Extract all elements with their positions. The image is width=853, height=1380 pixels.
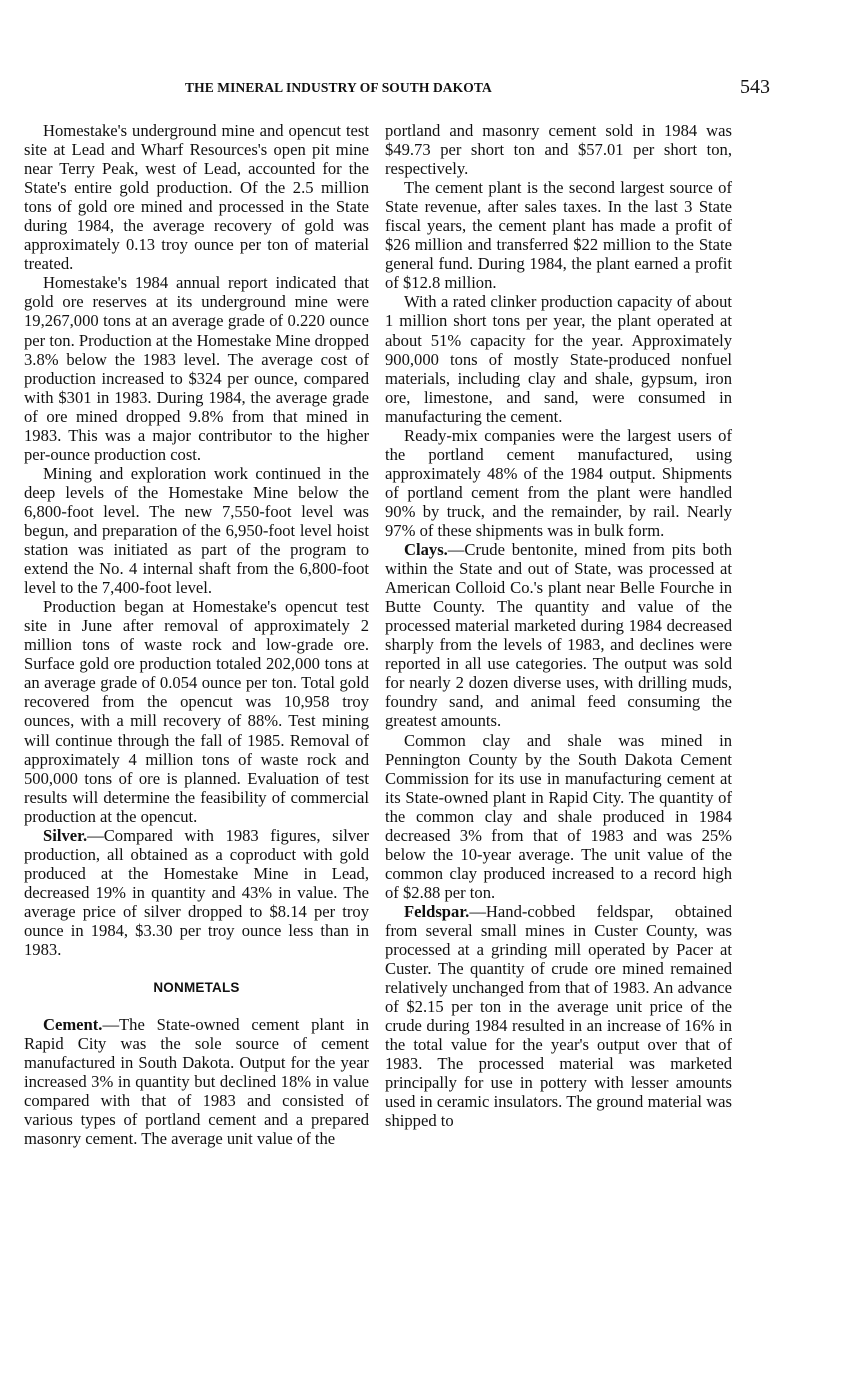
running-header <box>30 78 770 102</box>
paragraph-cement <box>24 1015 369 1148</box>
paragraph-cement-unit-value: portland and masonry cement sold in 1984 was $49.73 per short ton and $57.01 per short ton, respectively. <box>385 121 732 179</box>
page-number: 543 <box>740 76 770 98</box>
right-column <box>385 121 732 1130</box>
clays-heading: Clays. <box>404 540 448 560</box>
paragraph-silver <box>24 826 369 959</box>
section-heading-nonmetals: NONMETALS <box>153 980 240 996</box>
cement-text: —The State-owned cement plant in Rapid City was the sole source of cement manufactured in South Dakota. Output for the year increased 3% in quantity but declined 18% in value compared with that of 1983 and consisted of various types of portland cement and a prepared masonry cement. The average unit value of the <box>24 1015 369 1149</box>
clays-text: —Crude bentonite, mined from pits both within the State and out of State, was processed at American Colloid Co.'s plant near Belle Fourche in Butte County. The quantity and value of the processed material marketed during 1984 decreased sharply from the levels of 1983, and declines were reported in all use categories. The output was sold for nearly 2 dozen diverse uses, with drilling muds, foundry sand, and animal feed consuming the greatest amounts. <box>385 540 732 731</box>
feldspar-heading: Feldspar. <box>404 901 470 921</box>
cement-heading: Cement. <box>43 1015 103 1035</box>
silver-heading: Silver. <box>43 825 88 845</box>
paragraph-ready-mix: Ready-mix companies were the largest users of the portland cement manufactured, using approximately 48% of the 1984 output. Shipments of portland cement from the plant were handled 90% by truck, and the remainder, by rail. Nearly 97% of these shipments was in bulk form. <box>385 425 732 540</box>
running-title: THE MINERAL INDUSTRY OF SOUTH DAKOTA <box>185 80 492 95</box>
paragraph-gold-reserves: Homestake's 1984 annual report indicated that gold ore reserves at its underground mine were 19,267,000 tons at an average grade of 0.220 ounce per ton. Production at the Homestake Mine dropped 3.8% below the 1983 level. The average cost of production increased to $324 per ounce, compared with $301 in 1983. During 1984, the average grade of ore mined dropped 9.8% from that mined in 1983. This was a major contributor to the higher per-ounce production cost. <box>24 273 369 464</box>
silver-text: —Compared with 1983 figures, silver production, all obtained as a coproduct with gold produced at the Homestake Mine in Lead, decreased 19% in quantity and 43% in value. The average price of silver dropped to $8.14 per troy ounce in 1984, $3.30 per troy ounce less than in 1983. <box>24 825 369 960</box>
left-column <box>24 121 369 1148</box>
paragraph-clays <box>385 540 732 730</box>
paragraph-opencut: Production began at Homestake's opencut test site in June after removal of approximately 2 million tons of waste rock and low-grade ore. Surface gold ore production totaled 202,000 tons at an average grade of 0.054 ounce per ton. Total gold recovered from the opencut was 10,958 troy ounces, with a mill recovery of 88%. Test mining will continue through the fall of 1985. Removal of approximately 4 million tons of waste rock and 500,000 tons of ore is planned. Evaluation of test results will determine the feasibility of commercial production at the opencut. <box>24 597 369 826</box>
paragraph-common-clay: Common clay and shale was mined in Pennington County by the South Dakota Cement Commission for its use in manufacturing cement at its State-owned plant in Rapid City. The quantity of the common clay and shale produced in 1984 decreased 3% from that of 1983 and was 25% below the 10-year average. The unit value of the common clay produced increased to a record high of $2.88 per ton. <box>385 730 732 902</box>
paragraph-cement-revenue: The cement plant is the second largest source of State revenue, after sales taxes. In the last 3 State fiscal years, the cement plant has made a profit of $26 million and transferred $22 million to the State general fund. During 1984, the plant earned a profit of $12.8 million. <box>385 178 732 293</box>
paragraph-exploration: Mining and exploration work continued in the deep levels of the Homestake Mine below the 6,800-foot level. The new 7,550-foot level was begun, and preparation of the 6,950-foot level hoist station was initiated as part of the program to extend the No. 4 internal shaft from the 6,800-foot level to the 7,400-foot level. <box>24 463 369 598</box>
paragraph-gold-production: Homestake's underground mine and opencut test site at Lead and Wharf Resources's open pit mine near Terry Peak, west of Lead, accounted for the State's entire gold production. Of the 2.5 million tons of gold ore mined and processed in the State during 1984, the average recovery of gold was approximately 0.13 troy ounce per ton of material treated. <box>24 121 369 274</box>
feldspar-text: —Hand-cobbed feldspar, obtained from several small mines in Custer County, was processed at a grinding mill operated by Pacer at Custer. The quantity of crude ore mined remained relatively unchanged from that of 1983. An advance of $2.15 per ton in the average unit price of the crude during 1984 resulted in an increase of 16% in the total value for the year's output over that of 1983. The processed material was marketed principally for use in pottery with lesser amounts used in ceramic insulators. The ground material was shipped to <box>385 901 732 1131</box>
paragraph-feldspar <box>385 902 732 1131</box>
paragraph-clinker-capacity: With a rated clinker production capacity of about 1 million short tons per year, the plant operated at about 51% capacity for the year. Approximately 900,000 tons of mostly State-produced nonfuel materials, including clay and shale, gypsum, iron ore, limestone, and sand, were consumed in manufacturing the cement. <box>385 292 732 426</box>
